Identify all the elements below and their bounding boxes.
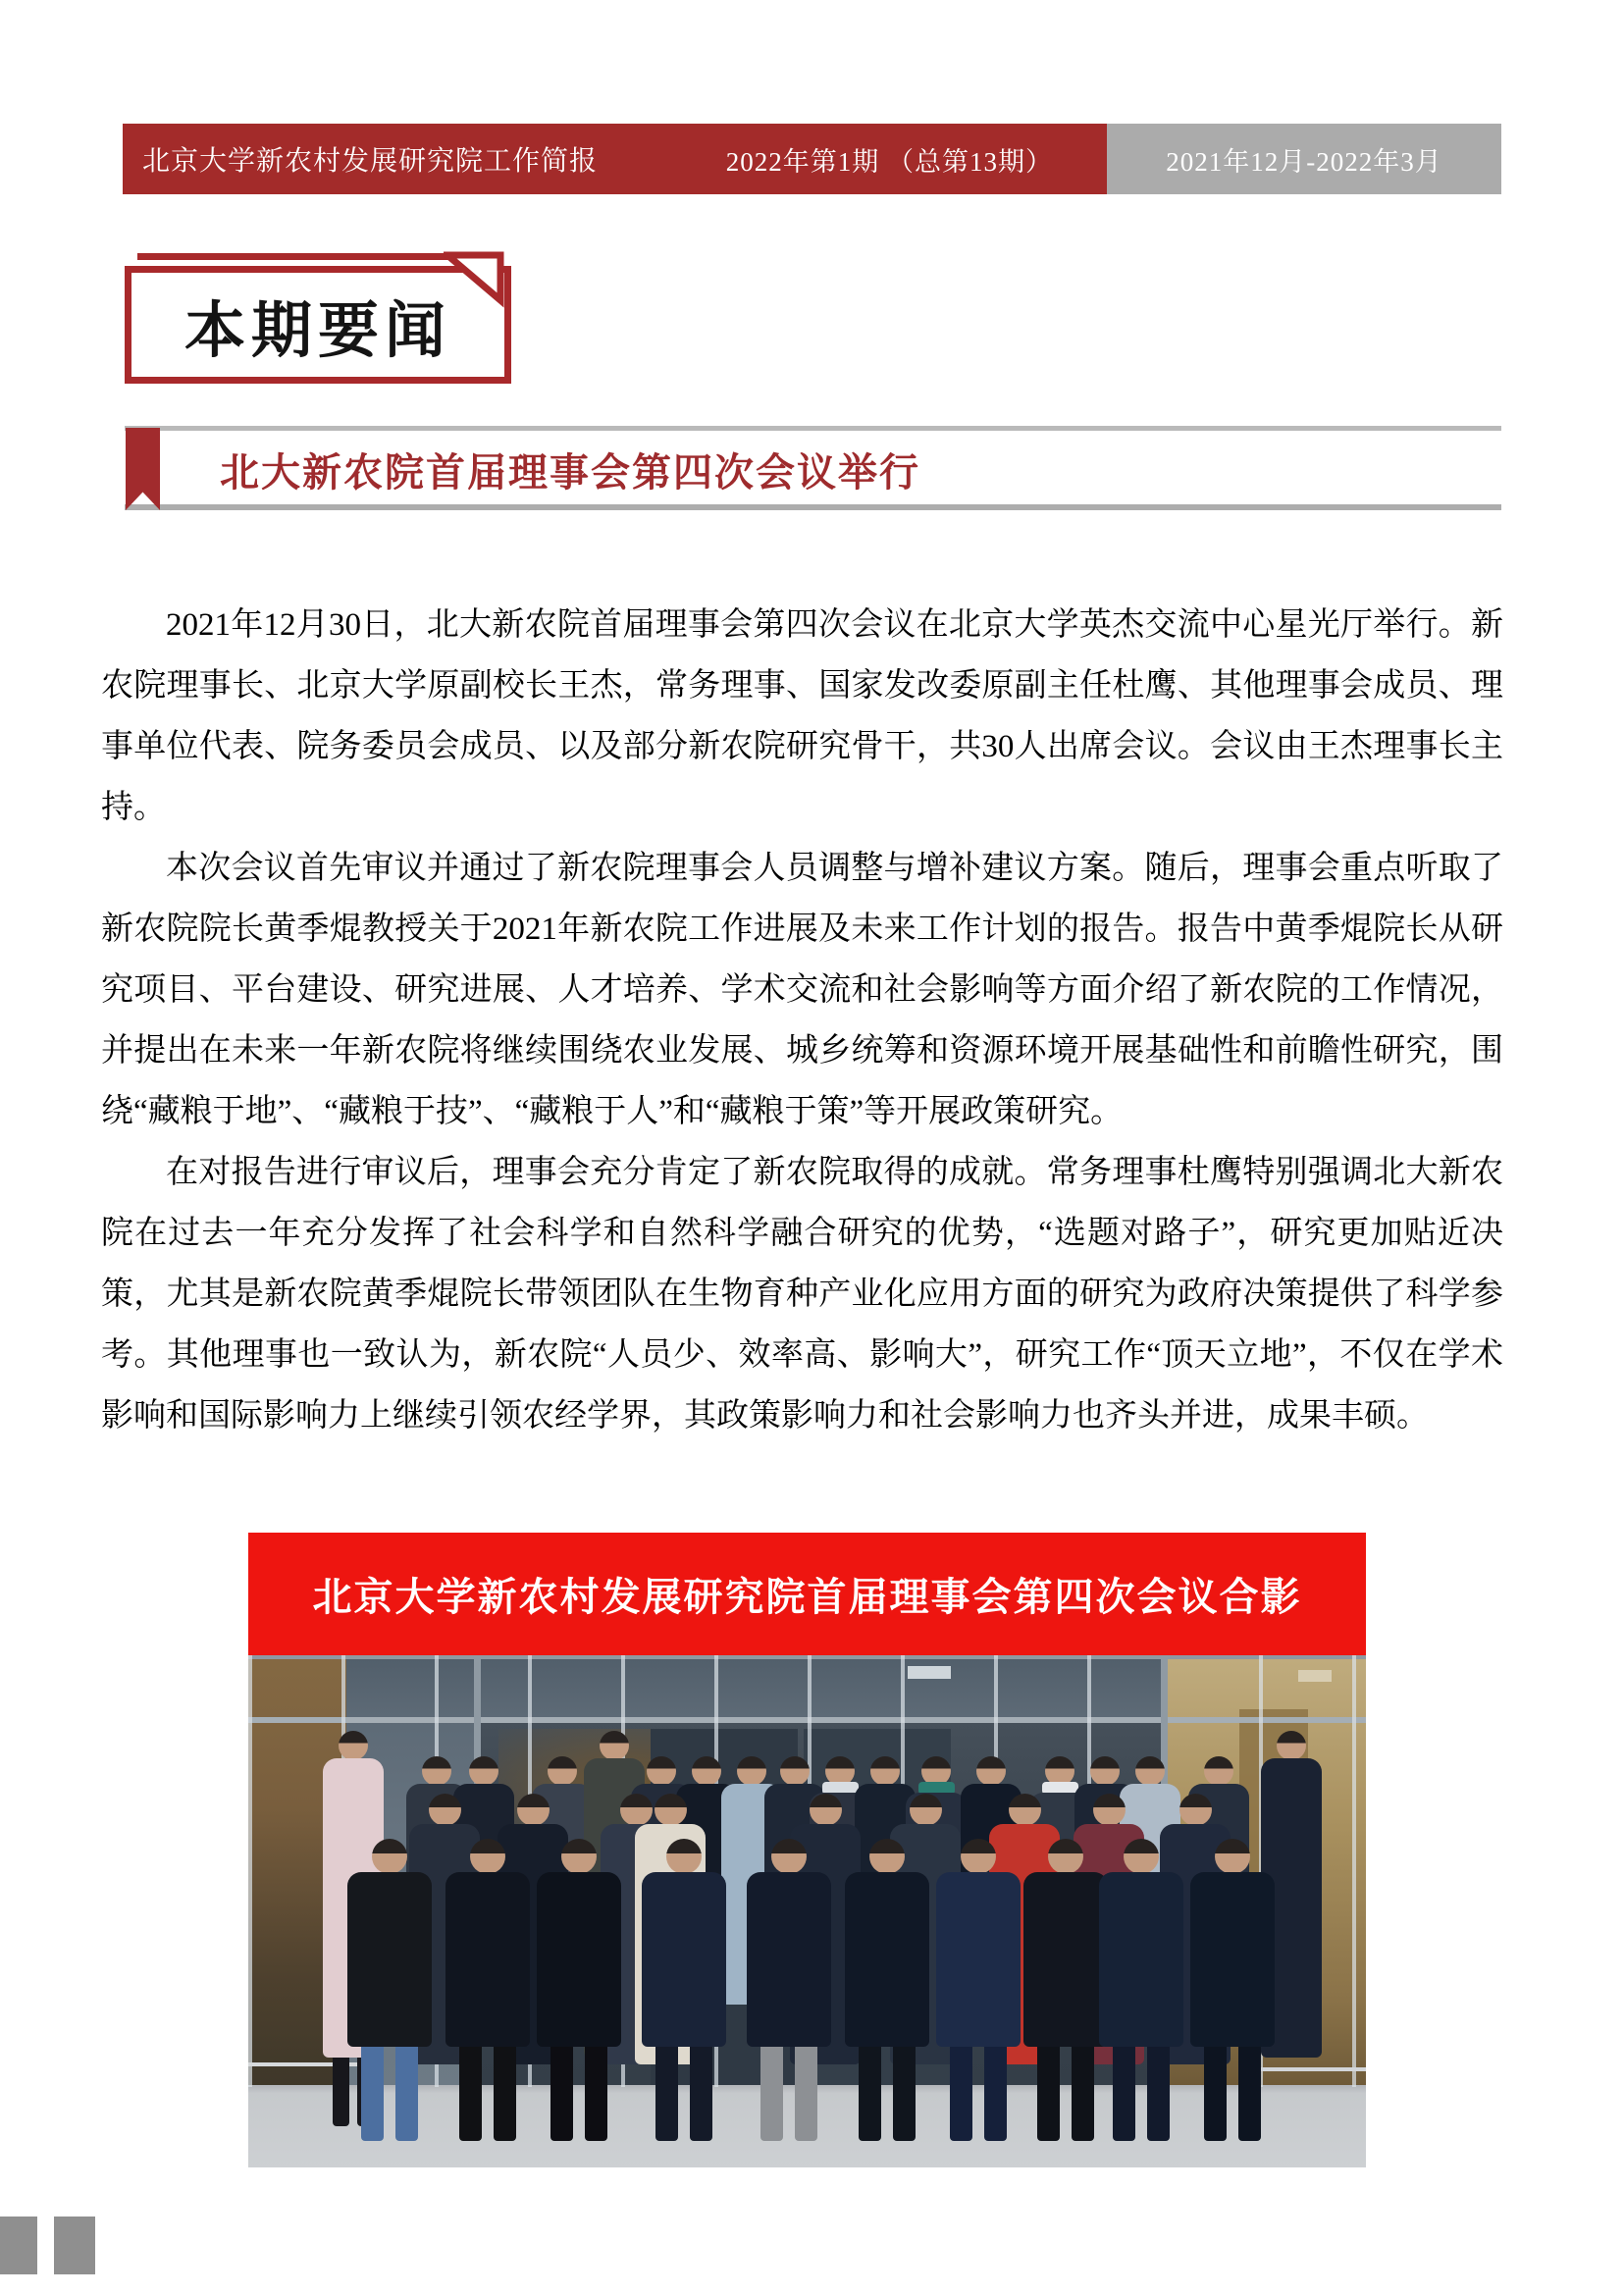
person-head xyxy=(910,1794,942,1826)
photo-banner: 北京大学新农村发展研究院首届理事会第四次会议合影 xyxy=(248,1533,1366,1655)
person-head xyxy=(1204,1756,1233,1786)
photo-sign xyxy=(1298,1670,1332,1682)
person-leg xyxy=(795,2047,817,2141)
person-head xyxy=(469,1756,498,1786)
person-legs xyxy=(347,2047,432,2141)
person-head xyxy=(517,1794,550,1826)
person-coat xyxy=(1190,1872,1275,2047)
person-coat xyxy=(642,1872,726,2047)
article-paragraph: 本次会议首先审议并通过了新农院理事会人员调整与增补建议方案。随后，理事会重点听取了新农院院长黄季焜教授关于2021年新农院工作进展及未来工作计划的报告。报告中黄季焜院长从研究项目、平台建设、研究进展、人才培养、学术交流和社会影响等方面介绍了新农院的工作情况，并提出在未来一年新农院将继续围绕农业发展、城乡统筹和资源环境开展基础性和前瞻性研究，围绕“藏粮于地”、“藏粮于技”、“藏粮于人”和“藏粮于策”等开展政策研究。 xyxy=(101,851,1503,1129)
person-head xyxy=(647,1756,676,1786)
person-head xyxy=(1009,1794,1041,1826)
masthead-bar xyxy=(123,124,1107,194)
person-leg xyxy=(1037,2047,1060,2141)
person-leg xyxy=(585,2047,607,2141)
person-head xyxy=(339,1731,368,1760)
person-head xyxy=(1093,1794,1126,1826)
person-leg xyxy=(494,2047,516,2141)
masthead-title: 北京大学新农村发展研究院工作简报 xyxy=(142,146,599,177)
headline-rule-top xyxy=(125,426,1501,431)
crowd-person xyxy=(347,1839,432,2141)
headline-rule-bottom xyxy=(125,504,1501,510)
person-head xyxy=(429,1794,461,1826)
person-legs xyxy=(537,2047,621,2141)
person-leg xyxy=(1238,2047,1261,2141)
person-head xyxy=(1179,1794,1212,1826)
crowd-person xyxy=(642,1839,726,2141)
crowd-person xyxy=(936,1839,1021,2141)
person-legs xyxy=(845,2047,929,2141)
person-head xyxy=(737,1756,766,1786)
crowd-person xyxy=(845,1839,929,2141)
person-leg xyxy=(760,2047,783,2141)
person-head xyxy=(870,1756,900,1786)
person-coat xyxy=(1099,1872,1183,2047)
person-leg xyxy=(859,2047,881,2141)
photo-mullion xyxy=(1352,1655,1356,2087)
person-leg xyxy=(550,2047,573,2141)
person-head xyxy=(470,1839,505,1874)
photo-step-edge xyxy=(1259,2067,1366,2071)
person-head xyxy=(810,1794,842,1826)
person-head xyxy=(548,1756,577,1786)
photo-mullion xyxy=(248,1655,252,2087)
person-leg xyxy=(361,2047,384,2141)
person-leg xyxy=(655,2047,678,2141)
person-leg xyxy=(984,2047,1007,2141)
person-leg xyxy=(950,2047,972,2141)
crowd-person xyxy=(445,1839,530,2141)
person-leg xyxy=(1204,2047,1227,2141)
page-fold-icon xyxy=(444,251,506,308)
masthead-issue-number: 2022年第1期 （总第13期） xyxy=(725,146,1053,177)
person-leg xyxy=(459,2047,482,2141)
person-legs xyxy=(1190,2047,1275,2141)
person-head xyxy=(976,1756,1006,1786)
person-head xyxy=(1090,1756,1120,1786)
person-leg xyxy=(1147,2047,1170,2141)
article-paragraph: 2021年12月30日，北大新农院首届理事会第四次会议在北京大学英杰交流中心星光厅举行。新农院理事长、北京大学原副校长王杰，常务理事、国家发改委原副主任杜鹰、其他理事会成员、理事单位代表、院务委员会成员、以及部分新农院研究骨干，共30人出席会议。会议由王杰理事长主持。 xyxy=(101,607,1503,825)
person-head xyxy=(600,1731,629,1760)
person-head xyxy=(961,1839,996,1874)
person-coat xyxy=(537,1872,621,2047)
person-legs xyxy=(1023,2047,1108,2141)
crowd-person xyxy=(537,1839,621,2141)
person-leg xyxy=(893,2047,916,2141)
footer-square xyxy=(0,2217,37,2274)
person-head xyxy=(1048,1839,1083,1874)
person-legs xyxy=(747,2047,831,2141)
person-head xyxy=(655,1794,687,1826)
person-head xyxy=(780,1756,810,1786)
person-coat xyxy=(1023,1872,1108,2047)
person-coat xyxy=(347,1872,432,2047)
person-coat xyxy=(936,1872,1021,2047)
person-leg xyxy=(690,2047,712,2141)
person-leg xyxy=(1113,2047,1135,2141)
person-legs xyxy=(1099,2047,1183,2141)
person-head xyxy=(422,1756,451,1786)
bookmark-ribbon-icon xyxy=(126,428,160,510)
person-legs xyxy=(445,2047,530,2141)
feature-box-label: 本期要闻 xyxy=(183,296,451,365)
article-headline: 北大新农院首届理事会第四次会议举行 xyxy=(220,449,920,495)
person-head xyxy=(666,1839,702,1874)
photo-sign xyxy=(908,1666,951,1679)
person-leg xyxy=(395,2047,418,2141)
crowd-person xyxy=(1099,1839,1183,2141)
group-photo xyxy=(248,1533,1366,2167)
person-coat xyxy=(747,1872,831,2047)
crowd-person xyxy=(1190,1839,1275,2141)
person-head xyxy=(1124,1839,1159,1874)
article-paragraph: 在对报告进行审议后，理事会充分肯定了新农院取得的成就。常务理事杜鹰特别强调北大新农院在过去一年充分发挥了社会科学和自然科学融合研究的优势，“选题对路子”，研究更加贴近决策，尤其是新农院黄季焜院长带领团队在生物育种产业化应用方面的研究为政府决策提供了科学参考。其他理事也一致认为，新农院“人员少、效率高、影响大”，研究工作“顶天立地”，不仅在学术影响和国际影响力上继续引领农经学界，其政策影响力和社会影响力也齐头并进，成果丰硕。 xyxy=(101,1155,1503,1434)
person-legs xyxy=(642,2047,726,2141)
person-head xyxy=(692,1756,721,1786)
person-coat xyxy=(845,1872,929,2047)
person-head xyxy=(1215,1839,1250,1874)
person-leg xyxy=(1072,2047,1094,2141)
footer-square xyxy=(54,2217,95,2274)
person-head xyxy=(1277,1731,1306,1760)
person-head xyxy=(869,1839,905,1874)
masthead-period: 2021年12月-2022年3月 xyxy=(1107,124,1501,194)
person-legs xyxy=(936,2047,1021,2141)
crowd-person xyxy=(747,1839,831,2141)
person-head xyxy=(561,1839,597,1874)
crowd-person xyxy=(1023,1839,1108,2141)
person-head xyxy=(1135,1756,1165,1786)
person-head xyxy=(771,1839,807,1874)
person-coat xyxy=(445,1872,530,2047)
person-head xyxy=(372,1839,407,1874)
article-body xyxy=(101,595,1503,1446)
